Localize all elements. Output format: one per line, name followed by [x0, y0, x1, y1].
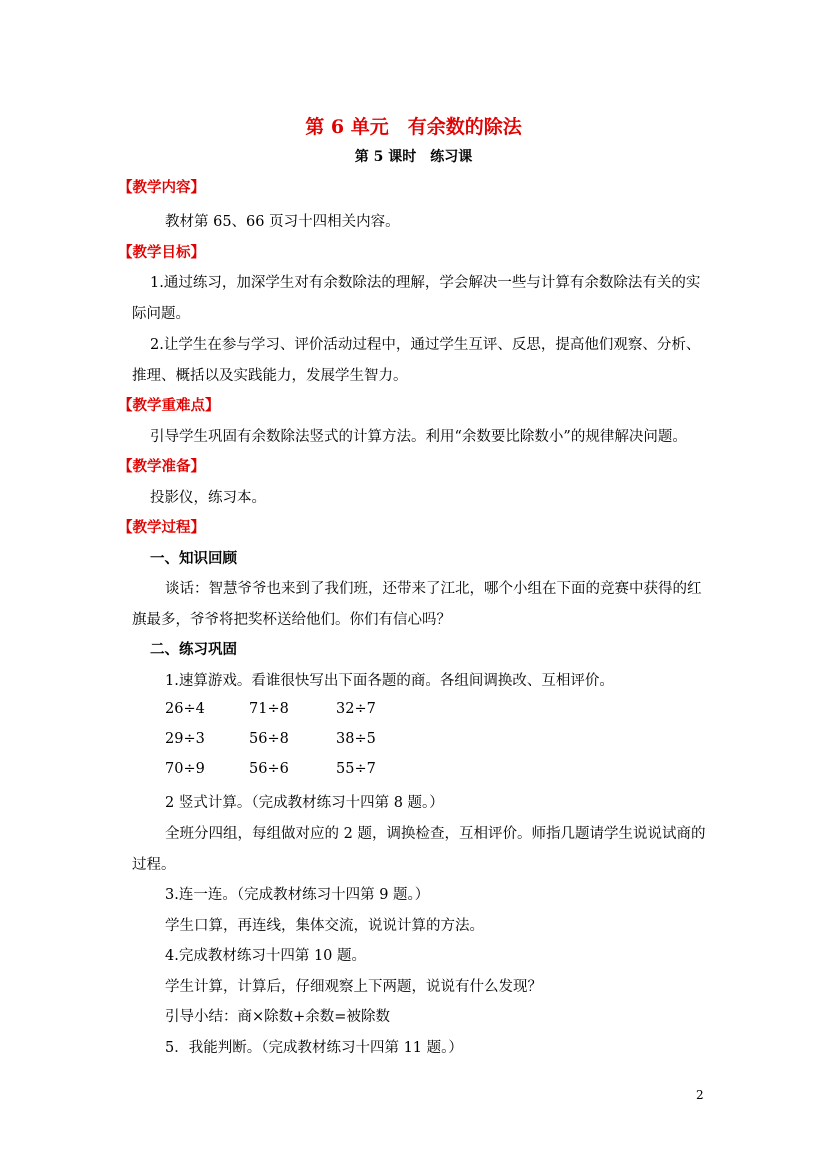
- key-points-text: 引导学生巩固有余数除法竖式的计算方法。利用“余数要比除数小”的规律解决问题。: [150, 429, 687, 445]
- item2-text: 2 竖式计算。（完成教材练习十四第 8 题。）: [165, 795, 444, 811]
- item2-desc-line1: 全班分四组，每组做对应的 2 题，调换检查，互相评价。师指几题请学生说说试商的: [165, 826, 706, 842]
- item3-text: 3.连一连。（完成教材练习十四第 9 题。）: [165, 887, 430, 903]
- goal1-line1: 1.通过练习，加深学生对有余数除法的理解，学会解决一些与计算有余数除法有关的实: [150, 275, 701, 291]
- part1-line2: 旗最多，爷爷将把奖杯送给他们。你们有信心吗？: [132, 612, 451, 628]
- content-text: 教材第 65、66 页习十四相关内容。: [165, 214, 400, 230]
- expression: 38÷5: [336, 731, 376, 747]
- page-number: 2: [696, 1088, 704, 1102]
- item2-desc-line2: 过程。: [132, 857, 176, 873]
- item4-desc: 学生计算，计算后，仔细观察上下两题，说说有什么发现？: [165, 979, 542, 995]
- item4-summary: 引导小结：商×除数+余数=被除数: [165, 1009, 390, 1025]
- heading-key-points: 【教学重难点】: [118, 397, 220, 414]
- item5-text: 5．我能判断。（完成教材练习十四第 11 题。）: [165, 1040, 463, 1056]
- heading-process: 【教学过程】: [118, 519, 205, 536]
- expression: 70÷9: [165, 761, 205, 777]
- expression: 26÷4: [165, 701, 205, 717]
- heading-goals: 【教学目标】: [118, 244, 205, 261]
- expression: 71÷8: [249, 701, 289, 717]
- goal1-line2: 际问题。: [132, 306, 190, 322]
- goal2-line2: 推理、概括以及实践能力，发展学生智力。: [132, 368, 408, 384]
- heading-content: 【教学内容】: [118, 179, 205, 196]
- expression: 55÷7: [336, 761, 376, 777]
- goal2-line1: 2.让学生在参与学习、评价活动过程中，通过学生互评、反思，提高他们观察、分析、: [150, 337, 701, 353]
- expression: 32÷7: [336, 701, 376, 717]
- expression: 56÷8: [249, 731, 289, 747]
- item1-text: 1.速算游戏。看谁很快写出下面各题的商。各组间调换改、互相评价。: [165, 673, 614, 689]
- part2-title: 二、练习巩固: [150, 641, 237, 658]
- expression: 29÷3: [165, 731, 205, 747]
- lesson-subtitle: 第 5 课时 练习课: [354, 149, 473, 165]
- item4-text: 4.完成教材练习十四第 10 题。: [165, 948, 367, 964]
- part1-line1: 谈话：智慧爷爷也来到了我们班，还带来了江北，哪个小组在下面的竞赛中获得的红: [165, 581, 702, 597]
- heading-preparation: 【教学准备】: [118, 458, 205, 475]
- expression: 56÷6: [249, 761, 289, 777]
- part1-title: 一、知识回顾: [150, 550, 237, 567]
- preparation-text: 投影仪，练习本。: [150, 490, 266, 506]
- item3-desc: 学生口算，再连线，集体交流，说说计算的方法。: [165, 918, 484, 934]
- unit-title: 第 6 单元 有余数的除法: [305, 116, 522, 138]
